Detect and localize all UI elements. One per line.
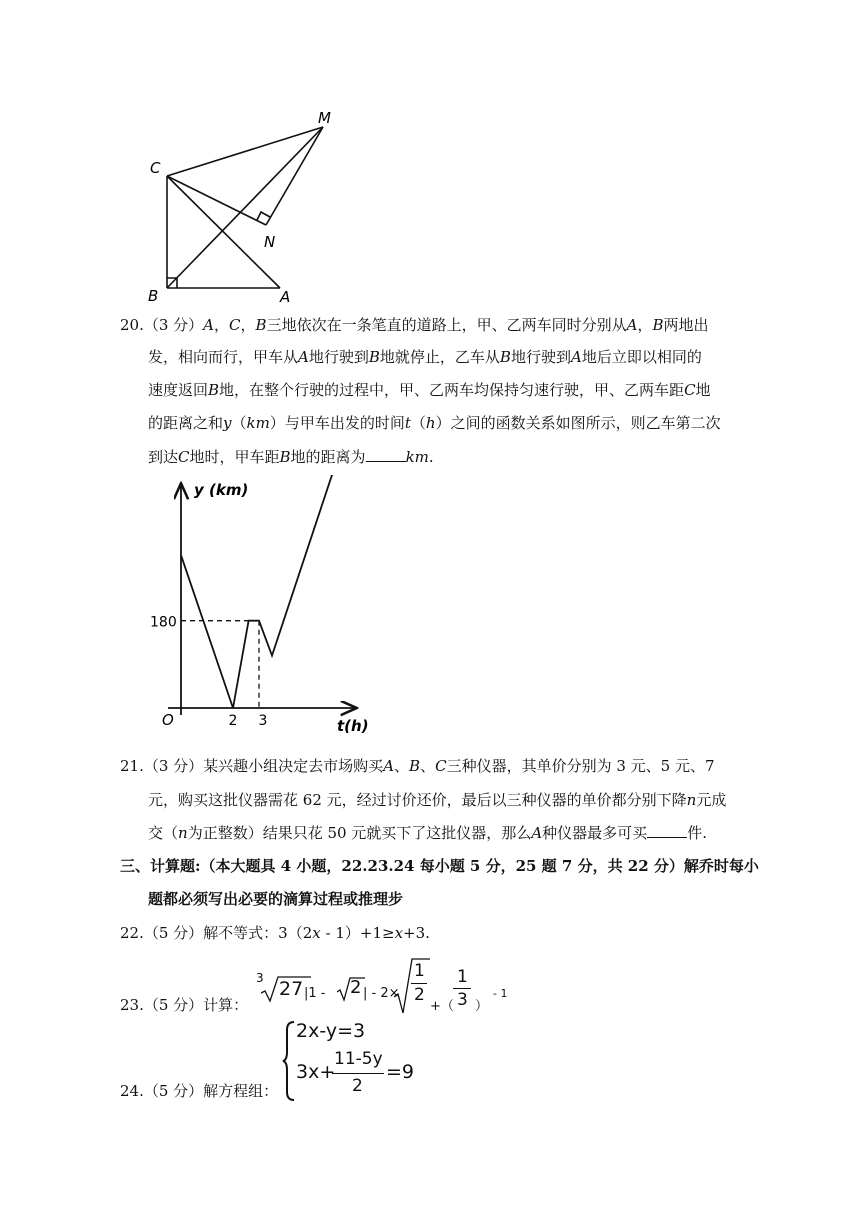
q22-number: 22.: [120, 924, 144, 942]
q21-line-1: 21.（3 分）某兴趣小组决定去市场购买A、B、C三种仪器，其单价分别为 3 元、5 元、7: [120, 757, 715, 775]
answer-blank: [647, 823, 687, 838]
q21-line-2: 元，购买这批仪器需花 62 元，经过讨价还价，最后以三种仪器的单价都分别下降n元成: [148, 791, 727, 809]
q22: 22.（5 分）解不等式：3（2x ‑ 1）+1≥x+3.: [120, 924, 430, 942]
y-tick-label: 180: [150, 614, 177, 631]
q24-number: 24.: [120, 1082, 144, 1100]
section-heading: 三、计算题:（本大题具 4 小题，22.23.24 每小题 5 分，25 题 7 分，共 22 分）解乔时每小: [120, 857, 759, 875]
q23-label: 23.（5 分）计算：: [120, 996, 249, 1014]
origin-label: O: [162, 711, 174, 729]
x-tick-label: 3: [258, 713, 268, 729]
q20-score: （3 分）: [143, 316, 204, 334]
label-A: A: [280, 288, 291, 305]
q20-line-2: 发，相向而行，甲车从A地行驶到B地就停止，乙车从B地行驶到A地后立即以相同的: [148, 348, 702, 366]
brace: [282, 1020, 296, 1102]
q20-line-3: 速度返回B地，在整个行驶的过程中，甲、乙两车均保持匀速行驶，甲、乙两车距C地: [148, 381, 711, 399]
series-line: [181, 475, 344, 708]
x-axis-label: t(h): [337, 717, 369, 735]
q20-line-5: 到达C地时，甲车距B地的距离为 km.: [148, 448, 434, 466]
q21-line-3: 交（n为正整数）结果只花 50 元就买下了这批仪器，那么A种仪器最多可买 件.: [148, 824, 707, 842]
y-axis-label: y (km): [194, 481, 249, 499]
q20-number: 20.: [120, 316, 144, 334]
label-B: B: [148, 287, 159, 305]
label-M: M: [318, 109, 331, 127]
label-C: C: [150, 159, 161, 177]
label-N: N: [264, 233, 276, 251]
section-heading-cont: 题都必须写出必要的滴算过程或推理步: [148, 890, 404, 908]
q21-number: 21.: [120, 757, 144, 775]
q24-equation-system: 2x-y=3 3x+ 11-5y 2 =9: [282, 1018, 442, 1106]
equation-1: 2x-y=3: [296, 1020, 366, 1042]
function-graph: [150, 475, 400, 740]
q23-number: 23.: [120, 996, 144, 1014]
geometry-figure: [140, 105, 360, 305]
q20-line-1: 20.（3 分）A，C，B三地依次在一条笔直的道路上，甲、乙两车同时分别从A，B两地出: [120, 316, 709, 334]
q23-expression: 3 27 |1 - 2 | - 2× 1 2 +（ 1 3 ） - 1: [253, 963, 513, 1023]
q24-label: 24.（5 分）解方程组：: [120, 1082, 279, 1100]
q21-score: （3 分）: [143, 757, 204, 775]
answer-blank: [366, 447, 406, 462]
q20-line-4: 的距离之和y（km）与甲车出发的时间t（h）之间的函数关系如图所示，则乙车第二次: [148, 414, 721, 432]
x-tick-label: 2: [228, 713, 238, 729]
